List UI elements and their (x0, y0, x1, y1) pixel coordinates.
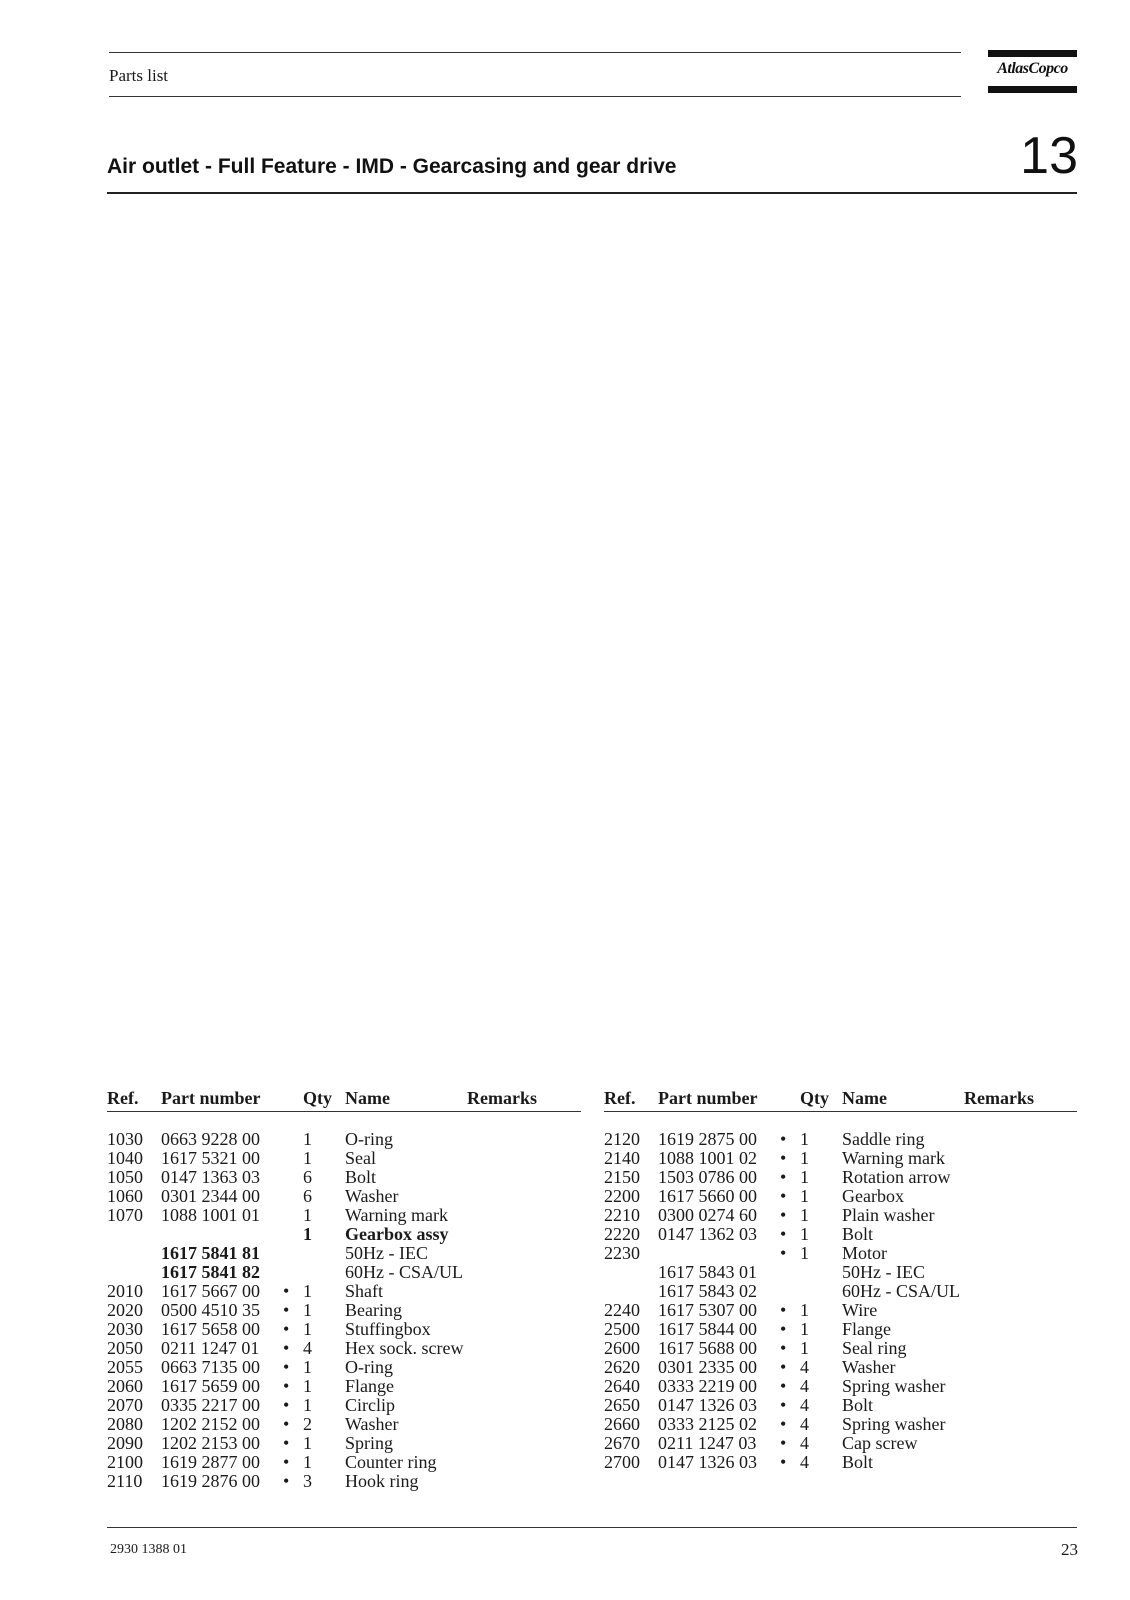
ref-cell: 2030 (107, 1319, 143, 1339)
remarks-cell (467, 1339, 581, 1358)
remarks-cell (467, 1187, 581, 1206)
col-ref: Ref. (604, 1088, 658, 1112)
name-cell: Saddle ring (842, 1129, 925, 1149)
kit-marker-cell: • (283, 1281, 290, 1301)
name-cell: Spring washer (842, 1414, 946, 1434)
remarks-cell (964, 1339, 1077, 1358)
qty-cell: 1 (800, 1338, 809, 1358)
ref-cell: 2200 (604, 1186, 640, 1206)
remarks-cell (467, 1206, 581, 1225)
remarks-cell (467, 1396, 581, 1415)
header-label: Parts list (109, 66, 169, 85)
table-row (604, 1282, 1077, 1301)
remarks-cell (467, 1244, 581, 1263)
remarks-cell (964, 1358, 1077, 1377)
remarks-cell (964, 1225, 1077, 1244)
part-number-cell: 1617 5658 00 (161, 1319, 260, 1339)
name-cell: Bolt (345, 1167, 377, 1187)
remarks-cell (467, 1168, 581, 1187)
name-cell: Washer (345, 1186, 399, 1206)
qty-cell: 4 (800, 1452, 809, 1472)
col-part-number: Part number (161, 1088, 283, 1112)
kit-marker-cell: • (283, 1433, 290, 1453)
part-number-cell: 0333 2125 02 (658, 1414, 757, 1434)
remarks-cell (467, 1263, 581, 1282)
qty-cell: 4 (800, 1414, 809, 1434)
name-cell: Warning mark (345, 1205, 449, 1225)
part-number-cell: 1617 5659 00 (161, 1376, 260, 1396)
ref-cell (604, 1263, 658, 1282)
qty-cell (800, 1282, 842, 1301)
ref-cell: 2050 (107, 1338, 143, 1358)
qty-cell: 4 (800, 1433, 809, 1453)
remarks-cell (964, 1244, 1077, 1263)
name-cell: Shaft (345, 1281, 383, 1301)
qty-cell: 1 (303, 1357, 312, 1377)
remarks-cell (964, 1263, 1077, 1282)
table-row (604, 1377, 1077, 1396)
remarks-cell (467, 1320, 581, 1339)
table-spacer-row (604, 1112, 1077, 1131)
part-number-cell: 0300 0274 60 (658, 1205, 757, 1225)
kit-marker-cell: • (780, 1148, 787, 1168)
parts-table-right (604, 1088, 1077, 1472)
remarks-cell (467, 1301, 581, 1320)
title-rule (107, 192, 1077, 194)
name-cell: Hex sock. screw (345, 1338, 464, 1358)
part-number-cell: 0500 4510 35 (161, 1300, 260, 1320)
ref-cell: 2600 (604, 1338, 640, 1358)
qty-cell (800, 1263, 842, 1282)
remarks-cell (467, 1358, 581, 1377)
qty-cell: 1 (800, 1148, 809, 1168)
table-row (107, 1453, 581, 1472)
kit-marker-cell: • (780, 1376, 787, 1396)
name-cell: Stuffingbox (345, 1319, 431, 1339)
qty-cell: 1 (800, 1319, 809, 1339)
name-cell: O-ring (345, 1357, 393, 1377)
kit-marker-cell: • (780, 1452, 787, 1472)
brand-logo-text: AtlasCopco (997, 60, 1068, 77)
part-number-cell: 1202 2153 00 (161, 1433, 260, 1453)
qty-cell: 1 (800, 1205, 809, 1225)
qty-cell (303, 1244, 345, 1263)
table-row (107, 1301, 581, 1320)
kit-marker-cell (283, 1130, 303, 1149)
table-row (604, 1320, 1077, 1339)
qty-cell: 4 (800, 1395, 809, 1415)
remarks-cell (964, 1320, 1077, 1339)
table-row (107, 1320, 581, 1339)
ref-cell (107, 1263, 161, 1282)
name-cell: Plain washer (842, 1205, 935, 1225)
header-top-rule (109, 52, 961, 53)
name-cell: Bolt (842, 1452, 874, 1472)
table-row (107, 1225, 581, 1244)
kit-marker-cell: • (780, 1319, 787, 1339)
ref-cell: 2010 (107, 1281, 143, 1301)
remarks-cell (964, 1168, 1077, 1187)
part-number-cell: 1088 1001 01 (161, 1205, 260, 1225)
name-cell: Gearbox assy (345, 1224, 449, 1244)
ref-cell (107, 1244, 161, 1263)
part-number-cell: 0301 2335 00 (658, 1357, 757, 1377)
name-cell: Flange (842, 1319, 891, 1339)
name-cell: 60Hz - CSA/UL (842, 1281, 960, 1301)
remarks-cell (964, 1415, 1077, 1434)
qty-cell: 1 (800, 1129, 809, 1149)
table-row (604, 1225, 1077, 1244)
part-number-cell: 1617 5667 00 (161, 1281, 260, 1301)
table-row (604, 1130, 1077, 1149)
ref-cell: 1040 (107, 1148, 143, 1168)
table-header-row (107, 1088, 581, 1112)
table-row (107, 1149, 581, 1168)
ref-cell: 2660 (604, 1414, 640, 1434)
table-row (604, 1301, 1077, 1320)
ref-cell: 2055 (107, 1357, 143, 1377)
remarks-cell (964, 1149, 1077, 1168)
part-number-cell: 1619 2876 00 (161, 1471, 260, 1491)
kit-marker-cell (283, 1244, 303, 1263)
kit-marker-cell: • (780, 1357, 787, 1377)
brand-logo (988, 50, 1077, 94)
remarks-cell (467, 1377, 581, 1396)
page-number: 23 (1061, 1540, 1078, 1559)
name-cell: Spring washer (842, 1376, 946, 1396)
ref-cell: 2120 (604, 1129, 640, 1149)
name-cell: Washer (345, 1414, 399, 1434)
qty-cell: 1 (303, 1452, 312, 1472)
col-name: Name (345, 1088, 467, 1112)
kit-marker-cell (283, 1149, 303, 1168)
qty-cell: 6 (303, 1167, 312, 1187)
table-row (604, 1339, 1077, 1358)
table-row (107, 1168, 581, 1187)
table-row (604, 1168, 1077, 1187)
kit-marker-cell: • (780, 1414, 787, 1434)
table-row (604, 1396, 1077, 1415)
part-number-cell: 0663 7135 00 (161, 1357, 260, 1377)
part-number-cell: 0335 2217 00 (161, 1395, 260, 1415)
part-number-cell: 0147 1363 03 (161, 1167, 260, 1187)
part-number-cell: 1619 2877 00 (161, 1452, 260, 1472)
ref-cell: 2230 (604, 1243, 640, 1263)
ref-cell: 2640 (604, 1376, 640, 1396)
table-row (604, 1244, 1077, 1263)
table-row (107, 1206, 581, 1225)
ref-cell: 2620 (604, 1357, 640, 1377)
name-cell: Seal (345, 1148, 376, 1168)
name-cell: Bearing (345, 1300, 402, 1320)
kit-marker-cell: • (780, 1395, 787, 1415)
qty-cell: 1 (800, 1186, 809, 1206)
part-number-cell: 0147 1362 03 (658, 1224, 757, 1244)
qty-cell: 4 (303, 1338, 312, 1358)
qty-cell: 2 (303, 1414, 312, 1434)
kit-marker-cell: • (780, 1167, 787, 1187)
kit-marker-cell: • (780, 1129, 787, 1149)
ref-cell (604, 1282, 658, 1301)
remarks-cell (467, 1130, 581, 1149)
kit-marker-cell (780, 1282, 800, 1301)
remarks-cell (467, 1434, 581, 1453)
ref-cell: 2650 (604, 1395, 640, 1415)
kit-marker-cell (283, 1187, 303, 1206)
qty-cell: 1 (303, 1205, 312, 1225)
part-number-cell: 1617 5843 02 (658, 1281, 757, 1301)
table-row (107, 1244, 581, 1263)
table-row (604, 1453, 1077, 1472)
table-header-row (604, 1088, 1077, 1112)
part-number-cell: 1617 5307 00 (658, 1300, 757, 1320)
ref-cell: 2060 (107, 1376, 143, 1396)
kit-marker-cell (780, 1263, 800, 1282)
qty-cell: 1 (800, 1243, 809, 1263)
col-qty: Qty (800, 1088, 842, 1112)
remarks-cell (467, 1225, 581, 1244)
part-number-cell: 0333 2219 00 (658, 1376, 757, 1396)
kit-marker-cell: • (780, 1186, 787, 1206)
kit-marker-cell: • (780, 1205, 787, 1225)
kit-marker-cell: • (780, 1224, 787, 1244)
ref-cell: 2100 (107, 1452, 143, 1472)
table-row (107, 1472, 581, 1491)
qty-cell: 1 (303, 1148, 312, 1168)
table-row (107, 1377, 581, 1396)
qty-cell: 6 (303, 1186, 312, 1206)
name-cell: Seal ring (842, 1338, 907, 1358)
header-bottom-rule (109, 96, 961, 97)
name-cell: O-ring (345, 1129, 393, 1149)
kit-marker-cell: • (283, 1376, 290, 1396)
ref-cell (107, 1225, 161, 1244)
remarks-cell (964, 1377, 1077, 1396)
remarks-cell (467, 1415, 581, 1434)
name-cell: Bolt (842, 1395, 874, 1415)
ref-cell: 2140 (604, 1148, 640, 1168)
part-number-cell (658, 1244, 780, 1263)
remarks-cell (964, 1453, 1077, 1472)
table-row (604, 1206, 1077, 1225)
kit-marker-cell: • (283, 1414, 290, 1434)
name-cell: Warning mark (842, 1148, 946, 1168)
table-row (604, 1149, 1077, 1168)
name-cell: Bolt (842, 1224, 874, 1244)
qty-cell: 1 (303, 1129, 312, 1149)
ref-cell: 2020 (107, 1300, 143, 1320)
kit-marker-cell: • (780, 1338, 787, 1358)
name-cell: 60Hz - CSA/UL (345, 1262, 463, 1282)
qty-cell (303, 1263, 345, 1282)
qty-cell: 1 (303, 1224, 312, 1244)
remarks-cell (964, 1396, 1077, 1415)
kit-marker-cell (283, 1225, 303, 1244)
part-number-cell: 1617 5660 00 (658, 1186, 757, 1206)
qty-cell: 3 (303, 1471, 312, 1491)
remarks-cell (964, 1282, 1077, 1301)
kit-marker-cell: • (780, 1300, 787, 1320)
kit-marker-cell: • (283, 1357, 290, 1377)
part-number-cell: 1617 5841 82 (161, 1262, 260, 1282)
col-remarks: Remarks (964, 1088, 1077, 1112)
ref-cell: 2070 (107, 1395, 143, 1415)
page-title: Air outlet - Full Feature - IMD - Gearcasing and gear drive (107, 155, 677, 178)
ref-cell: 2500 (604, 1319, 640, 1339)
document-number: 2930 1388 01 (110, 1542, 187, 1557)
name-cell: Flange (345, 1376, 394, 1396)
col-qty: Qty (303, 1088, 345, 1112)
part-number-cell: 0211 1247 01 (161, 1338, 260, 1358)
part-number-cell: 0663 9228 00 (161, 1129, 260, 1149)
part-number-cell: 1617 5321 00 (161, 1148, 260, 1168)
table-row (107, 1396, 581, 1415)
kit-marker-cell: • (780, 1433, 787, 1453)
kit-marker-cell: • (283, 1338, 290, 1358)
col-remarks: Remarks (467, 1088, 581, 1112)
ref-cell: 2150 (604, 1167, 640, 1187)
qty-cell: 1 (303, 1395, 312, 1415)
qty-cell: 1 (303, 1300, 312, 1320)
table-row (107, 1358, 581, 1377)
ref-cell: 2220 (604, 1224, 640, 1244)
col-ref: Ref. (107, 1088, 161, 1112)
ref-cell: 2670 (604, 1433, 640, 1453)
name-cell: Spring (345, 1433, 394, 1453)
name-cell: Motor (842, 1243, 887, 1263)
name-cell: Hook ring (345, 1471, 419, 1491)
name-cell: 50Hz - IEC (842, 1262, 925, 1282)
ref-cell: 2080 (107, 1414, 143, 1434)
ref-cell: 1030 (107, 1129, 143, 1149)
name-cell: Cap screw (842, 1433, 918, 1453)
table-row (604, 1187, 1077, 1206)
qty-cell: 1 (800, 1224, 809, 1244)
table-row (604, 1263, 1077, 1282)
remarks-cell (964, 1187, 1077, 1206)
qty-cell: 1 (303, 1433, 312, 1453)
part-number-cell: 1617 5688 00 (658, 1338, 757, 1358)
part-number-cell: 1202 2152 00 (161, 1414, 260, 1434)
kit-marker-cell (283, 1206, 303, 1225)
kit-marker-cell: • (283, 1319, 290, 1339)
qty-cell: 1 (303, 1281, 312, 1301)
ref-cell: 2110 (107, 1471, 143, 1491)
footer-rule (107, 1527, 1077, 1528)
chapter-number: 13 (1020, 127, 1078, 185)
illustration-area (107, 205, 1077, 1065)
ref-cell: 2240 (604, 1300, 640, 1320)
table-row (107, 1263, 581, 1282)
ref-cell: 2210 (604, 1205, 640, 1225)
part-number-cell: 1503 0786 00 (658, 1167, 757, 1187)
qty-cell: 1 (800, 1167, 809, 1187)
table-row (107, 1434, 581, 1453)
qty-cell: 4 (800, 1376, 809, 1396)
part-number-cell: 0301 2344 00 (161, 1186, 260, 1206)
remarks-cell (467, 1149, 581, 1168)
name-cell: Circlip (345, 1395, 395, 1415)
name-cell: Counter ring (345, 1452, 437, 1472)
remarks-cell (467, 1472, 581, 1491)
name-cell: Rotation arrow (842, 1167, 951, 1187)
kit-marker-cell: • (780, 1243, 787, 1263)
remarks-cell (964, 1206, 1077, 1225)
name-cell: Washer (842, 1357, 896, 1377)
name-cell: Gearbox (842, 1186, 904, 1206)
ref-cell: 1060 (107, 1186, 143, 1206)
qty-cell: 1 (800, 1300, 809, 1320)
qty-cell: 4 (800, 1357, 809, 1377)
part-number-cell: 1088 1001 02 (658, 1148, 757, 1168)
remarks-cell (467, 1453, 581, 1472)
table-spacer-row (107, 1112, 581, 1131)
part-number-cell: 1617 5843 01 (658, 1262, 757, 1282)
remarks-cell (964, 1301, 1077, 1320)
name-cell: 50Hz - IEC (345, 1243, 428, 1263)
kit-marker-cell: • (283, 1300, 290, 1320)
table-row (604, 1358, 1077, 1377)
name-cell: Wire (842, 1300, 878, 1320)
table-row (107, 1415, 581, 1434)
kit-marker-cell (283, 1263, 303, 1282)
col-name: Name (842, 1088, 964, 1112)
part-number-cell (161, 1225, 283, 1244)
qty-cell: 1 (303, 1319, 312, 1339)
kit-marker-cell: • (283, 1471, 290, 1491)
table-row (604, 1434, 1077, 1453)
parts-table-left (107, 1088, 581, 1491)
part-number-cell: 1617 5841 81 (161, 1243, 260, 1263)
part-number-cell: 1617 5844 00 (658, 1319, 757, 1339)
remarks-cell (964, 1130, 1077, 1149)
table-row (107, 1339, 581, 1358)
part-number-cell: 0147 1326 03 (658, 1395, 757, 1415)
ref-cell: 1070 (107, 1205, 143, 1225)
qty-cell: 1 (303, 1376, 312, 1396)
table-row (604, 1415, 1077, 1434)
part-number-cell: 0211 1247 03 (658, 1433, 757, 1453)
ref-cell: 1050 (107, 1167, 143, 1187)
ref-cell: 2090 (107, 1433, 143, 1453)
kit-marker-cell: • (283, 1395, 290, 1415)
remarks-cell (467, 1282, 581, 1301)
table-row (107, 1130, 581, 1149)
kit-marker-cell (283, 1168, 303, 1187)
table-row (107, 1187, 581, 1206)
kit-marker-cell: • (283, 1452, 290, 1472)
part-number-cell: 1619 2875 00 (658, 1129, 757, 1149)
ref-cell: 2700 (604, 1452, 640, 1472)
col-part-number: Part number (658, 1088, 780, 1112)
table-row (107, 1282, 581, 1301)
remarks-cell (964, 1434, 1077, 1453)
part-number-cell: 0147 1326 03 (658, 1452, 757, 1472)
